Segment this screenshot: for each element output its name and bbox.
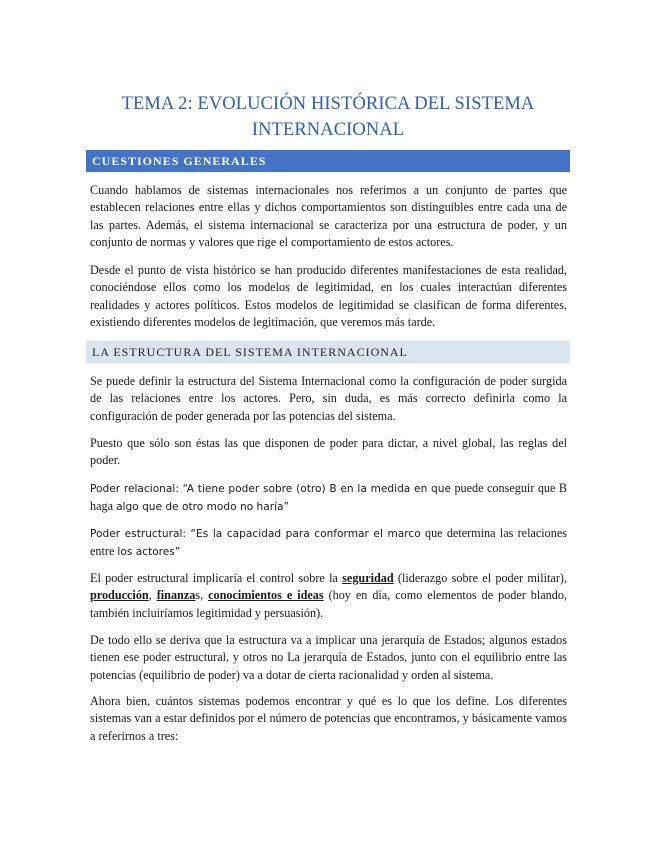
section-heading-cuestiones-generales: CUESTIONES GENERALES xyxy=(86,150,570,172)
p7-text-c: (hoy en día, como elementos de poder blando, también incluiríamos legitimidad y persuasión). xyxy=(90,588,567,620)
poder-estructural-definition: Poder estructural: “Es la capacidad para conformar el marco xyxy=(90,528,421,540)
keyword-finanzas: finanza xyxy=(156,588,196,603)
poder-relacional-definition: Poder relacional: “A tiene poder sobre (otro) B en la medida en que xyxy=(90,483,452,495)
page-title xyxy=(86,91,570,143)
paragraph-sistemas: Ahora bien, cuántos sistemas podemos encontrar y qué es lo que los define. Los diferentes sistemas van a estar definidos por el número de potencias que encontramos, y básicamente vamos a referirnos a tres: xyxy=(90,694,567,743)
keyword-conocimientos-ideas: conocimientos e ideas xyxy=(208,588,324,603)
keyword-produccion: producción xyxy=(90,588,149,603)
poder-relacional-middle: puede conseguir que B haga xyxy=(90,481,567,514)
title-line-2: INTERNACIONAL xyxy=(251,120,405,140)
paragraph-2: Desde el punto de vista histórico se han producido diferentes manifestaciones de esta realidad, conociéndose ellos como los modelos de legitimidad, en los cuales interactúan diferentes realidades y actores políticos. Estos modelos de legitimidad se clasifican de forma diferentes, existiendo diferentes modelos de legitimación, que veremos más tarde. xyxy=(90,263,567,329)
section-heading-estructura: LA ESTRUCTURA DEL SISTEMA INTERNACIONAL xyxy=(86,341,570,363)
title-line-1: TEMA 2: EVOLUCIÓN HISTÓRICA DEL SISTEMA xyxy=(121,94,535,114)
paragraph-4: Puesto que sólo son éstas las que disponen de poder para dictar, a nivel global, las reglas del poder. xyxy=(90,436,567,468)
paragraph-poder-estructural xyxy=(90,525,567,562)
keyword-seguridad: seguridad xyxy=(342,571,394,585)
paragraph-poder-estructural-control xyxy=(90,570,567,622)
p7-text-a: El poder estructural implicaría el control sobre la xyxy=(90,571,343,585)
p7-s: s, xyxy=(195,588,209,603)
poder-estructural-end: los actores” xyxy=(117,546,181,559)
p7-sep: , xyxy=(148,588,157,603)
poder-relacional-end: algo que de otro modo no haría” xyxy=(116,501,290,514)
p7-text-b: (liderazgo sobre el poder militar), xyxy=(393,571,567,585)
paragraph-poder-relacional xyxy=(90,480,567,517)
paragraph-3: Se puede definir la estructura del Sistema Internacional como la configuración de poder surgida de las relaciones entre los actores. Pero, sin duda, es más correcto definirla como la configuración de poder generada por las potencias del sistema. xyxy=(90,374,567,423)
paragraph-jerarquia: De todo ello se deriva que la estructura va a implicar una jerarquía de Estados; algunos estados tienen ese poder estructural, y otros no La jerarquía de Estados, junto con el equilibrio entre las potencias (equilibrio de poder) va a dotar de cierta racionalidad y orden al sistema. xyxy=(90,633,567,682)
paragraph-1: Cuando hablamos de sistemas internacionales nos referimos a un conjunto de partes que establecen relaciones entre ellas y dichos comportamientos son distinguibles entre cada una de las partes. Además, el sistema internacional se caracteriza por una estructura de poder, y un conjunto de normas y valores que rige el comportamiento de estos actores. xyxy=(90,183,567,249)
poder-estructural-middle: que determina las relaciones entre xyxy=(90,526,567,559)
